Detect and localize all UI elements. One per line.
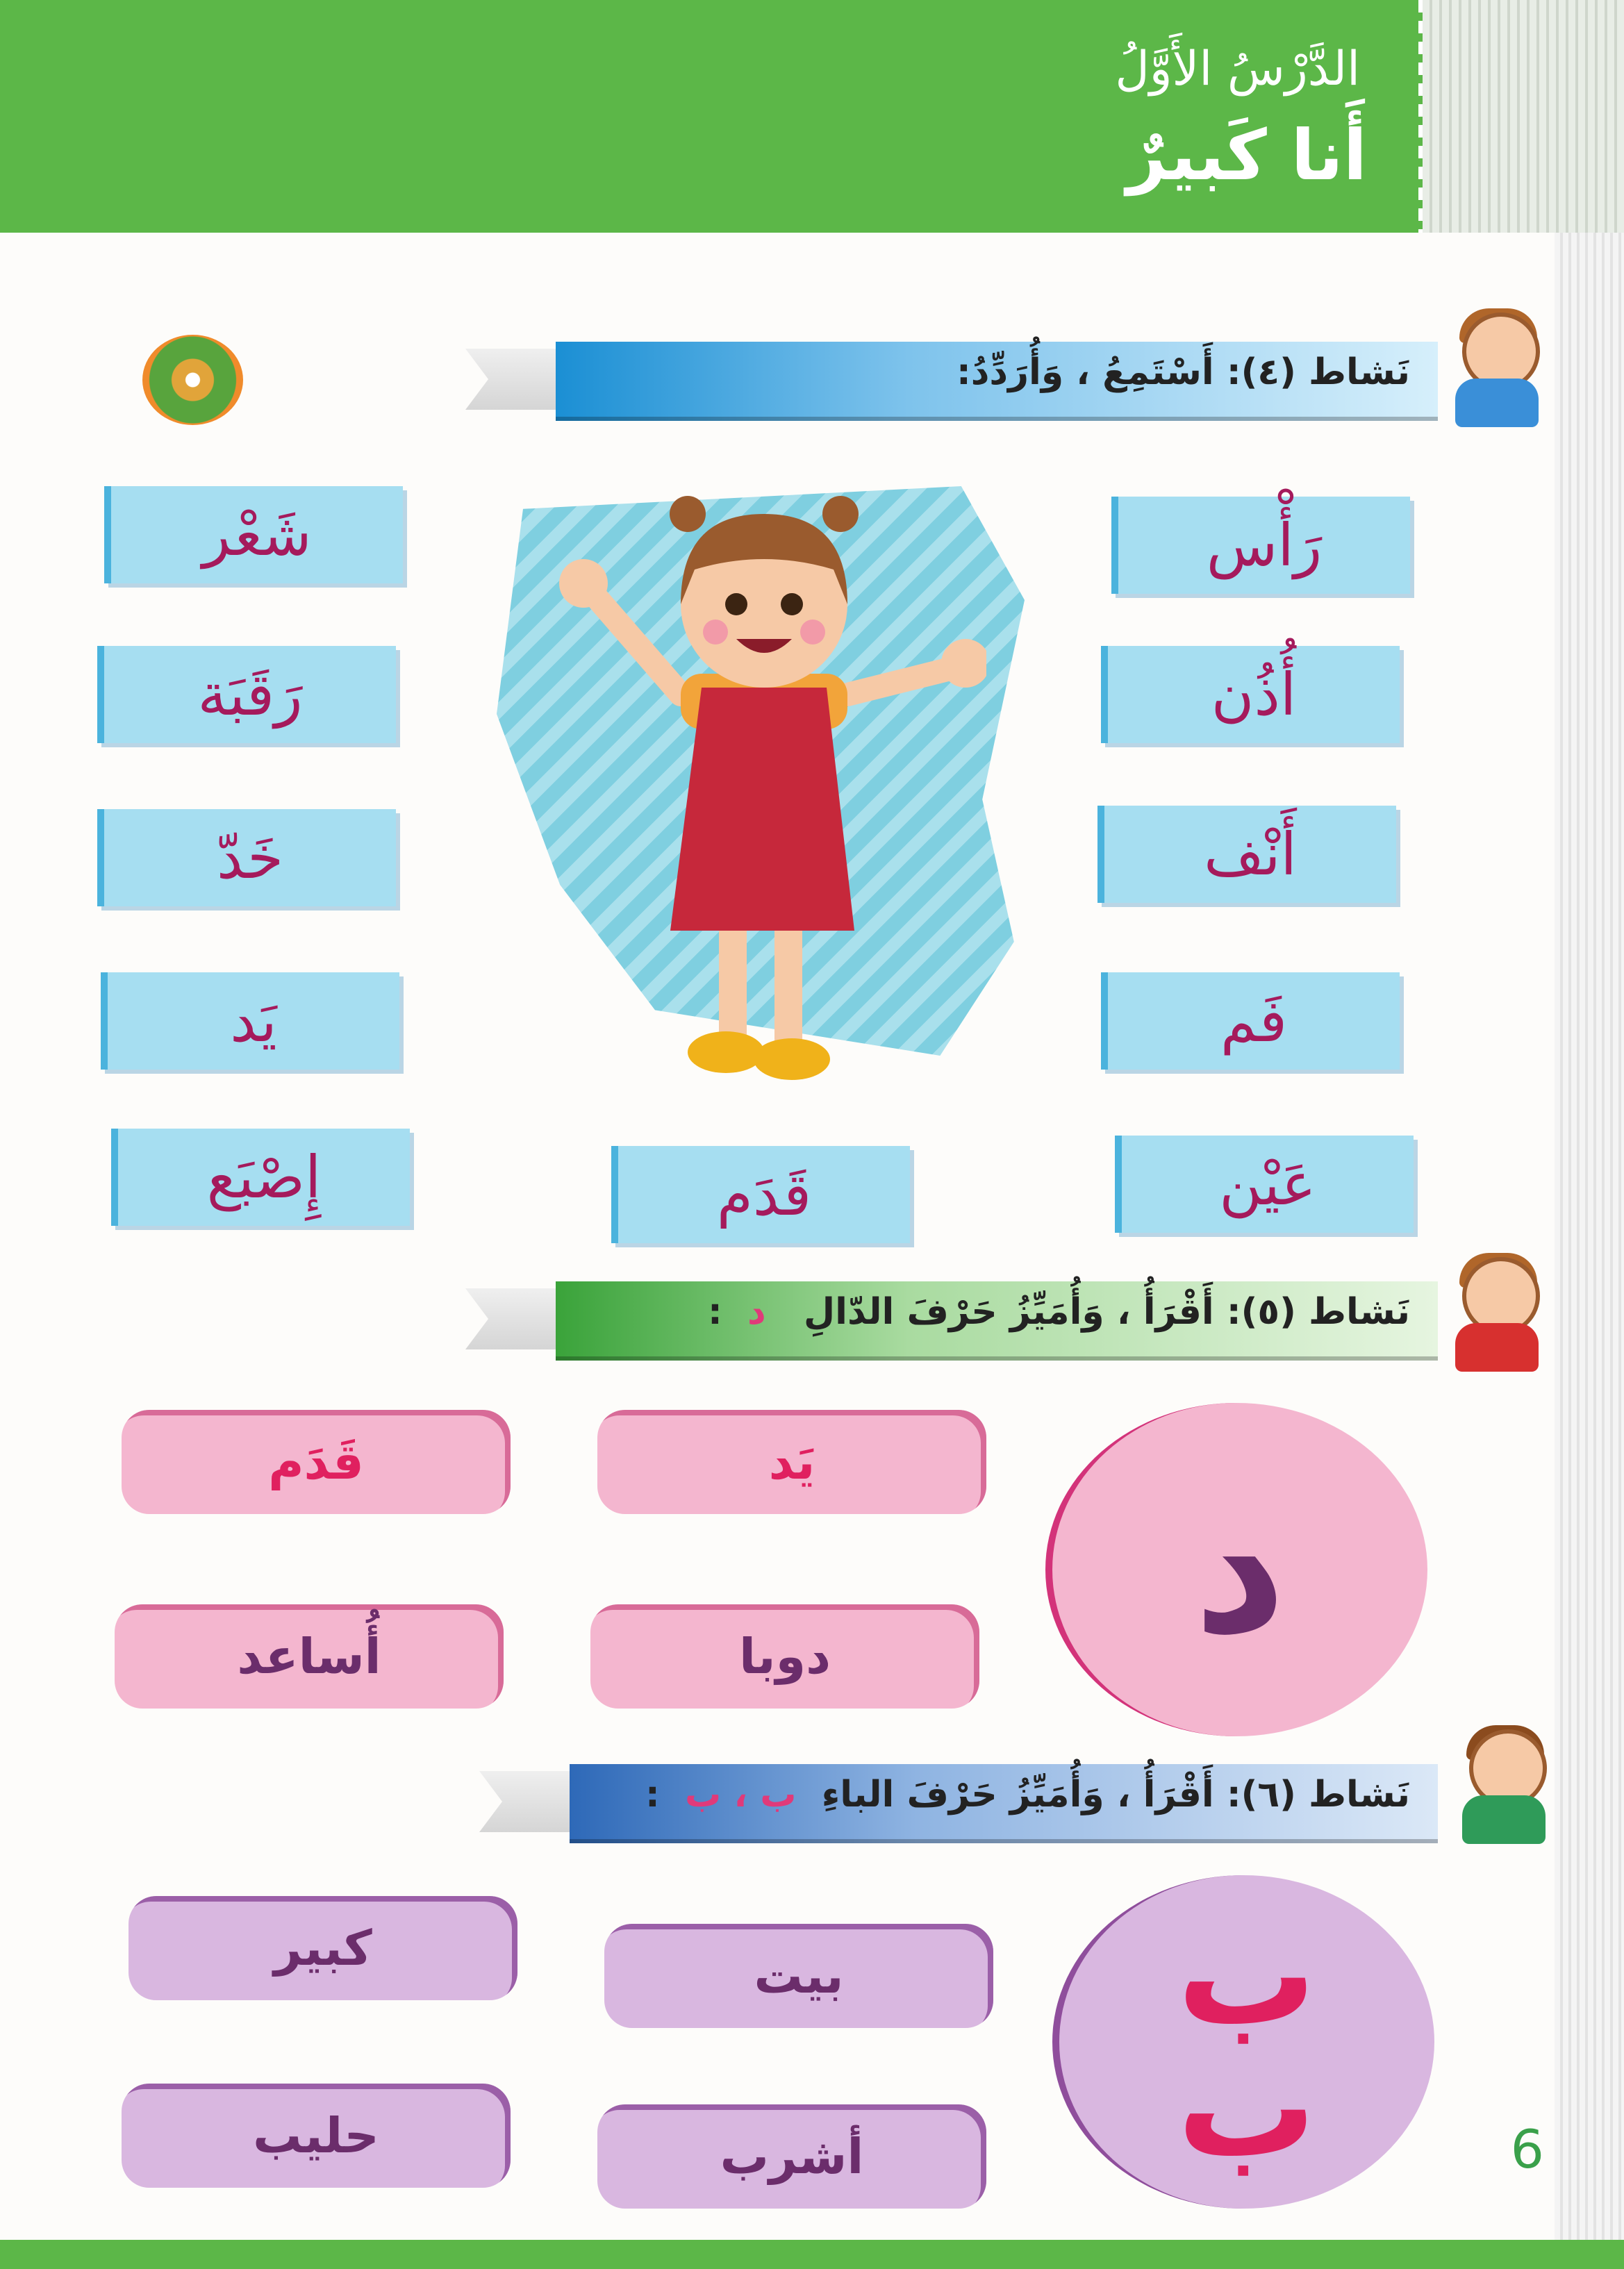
activity-4-title: نَشاط (٤): أَسْتَمِعُ ، وَأُرَدِّدُ: — [956, 351, 1410, 393]
banner-ribbon — [479, 1771, 583, 1832]
header-dashed-line — [1418, 0, 1423, 233]
word-pill-yad: يَد — [597, 1410, 986, 1514]
banner-ribbon — [465, 1288, 570, 1349]
word-card-ayn: عَيْن — [1115, 1136, 1414, 1233]
word-pill-usaid: أُساعد — [115, 1604, 504, 1709]
header-stripes — [1423, 0, 1624, 233]
word-pill-ashrab: أشرب — [597, 2104, 986, 2209]
word-card-anf: أَنْف — [1097, 806, 1396, 903]
letter-ba-bottom: ب — [1177, 2027, 1317, 2188]
word-card-fam: فَم — [1101, 972, 1400, 1070]
word-card-khadd: خَدّ — [97, 809, 396, 906]
girl-illustration — [542, 486, 986, 1090]
lesson-header — [0, 0, 1624, 233]
page-number: 6 — [1510, 2118, 1544, 2180]
activity-5-title-letter: د — [747, 1291, 766, 1333]
girl-with-globe-icon — [1441, 1722, 1566, 1847]
boy-with-book-icon — [1434, 1250, 1559, 1375]
letter-ba-circle — [1052, 1875, 1434, 2209]
activity-4-banner — [465, 342, 1438, 417]
activity-6-title-letters: ب ، ب — [685, 1774, 797, 1815]
activity-5-banner — [465, 1281, 1438, 1356]
word-card-isba: إِصْبَع — [111, 1129, 410, 1226]
page-side-stripes — [1555, 233, 1624, 2269]
audio-cd-icon[interactable] — [142, 335, 243, 425]
word-card-raqaba: رَقَبَة — [97, 646, 396, 743]
word-pill-bayt: بيت — [604, 1924, 993, 2028]
activity-6-banner — [479, 1764, 1438, 1839]
banner-ribbon — [465, 349, 570, 410]
word-pill-halib: حليب — [122, 2084, 511, 2188]
letter-ba-top: ب — [1177, 1895, 1317, 2056]
word-card-shaar: شَعْر — [104, 486, 403, 583]
boy-reading-icon — [1434, 306, 1559, 431]
word-pill-duba: دوبا — [590, 1604, 979, 1709]
word-pill-qadam: قَدَم — [122, 1410, 511, 1514]
lesson-label: الدَّرْسُ الأَوَّلُ — [1115, 42, 1360, 97]
word-card-qadam: قَدَم — [611, 1146, 910, 1243]
activity-5-title: نَشاط (٥): أَقْرَأُ ، وَأُمَيِّزُ حَرْفَ الدّالِ د : — [708, 1291, 1410, 1333]
word-card-yad: يَد — [101, 972, 399, 1070]
letter-dal-circle: د — [1045, 1403, 1427, 1736]
word-pill-kabir: كبير — [129, 1896, 517, 2000]
activity-6-title: نَشاط (٦): أَقْرَأُ ، وَأُمَيِّزُ حَرْفَ الباءِ ب ، ب : — [645, 1774, 1410, 1815]
lesson-title: أَنا كَبيرٌ — [1126, 115, 1367, 196]
footer-bar — [0, 2240, 1624, 2269]
word-card-udhun: أُذُن — [1101, 646, 1400, 743]
word-card-ras: رَأْس — [1111, 497, 1410, 594]
